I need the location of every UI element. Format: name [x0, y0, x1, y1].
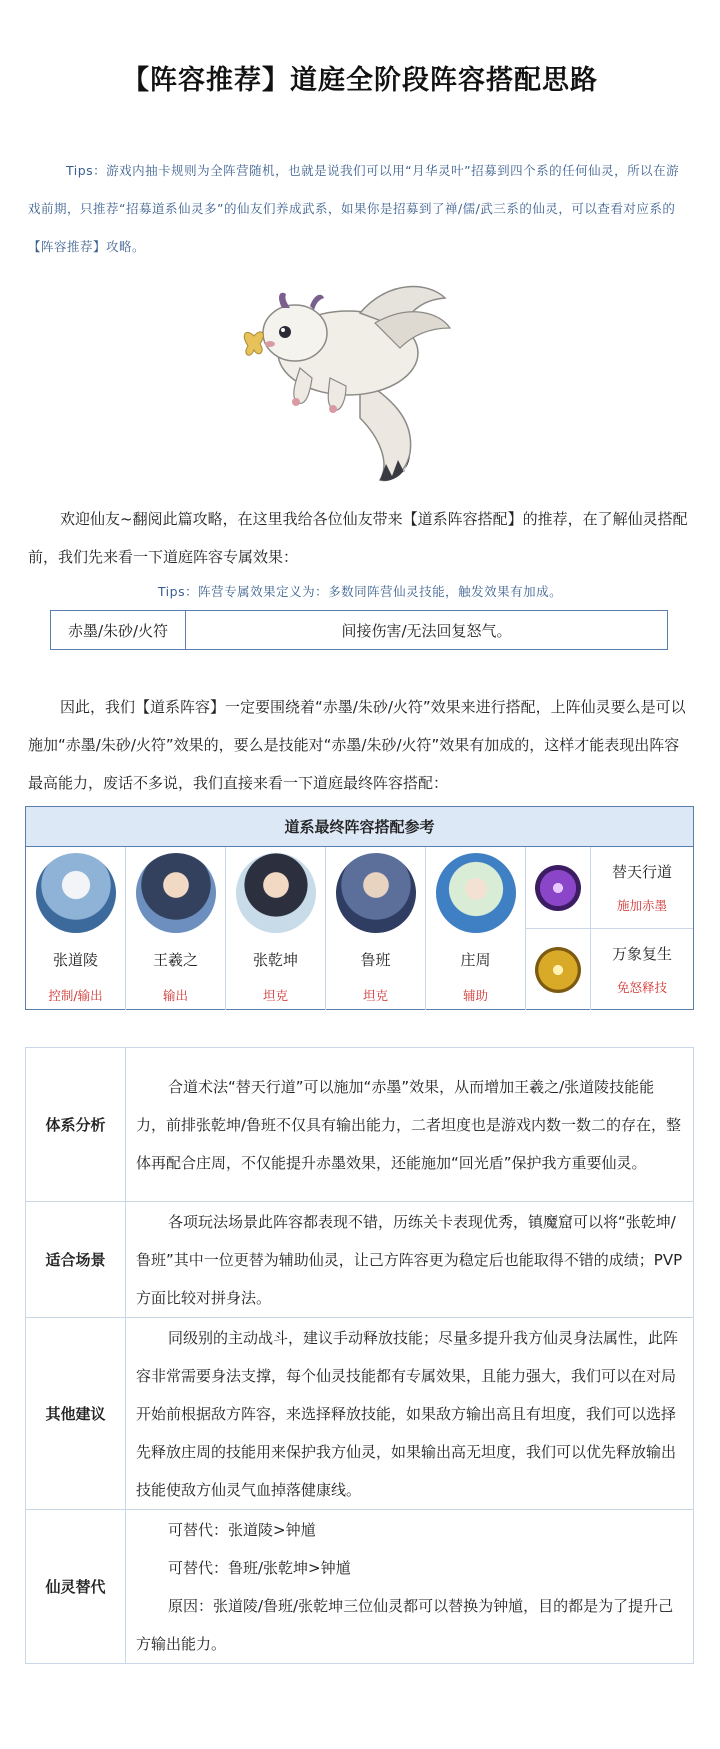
replace-line-1: 可替代：张道陵>钟馗	[168, 1520, 316, 1539]
hero-name: 张道陵	[52, 951, 98, 969]
hero-portrait	[336, 853, 416, 933]
row-label: 体系分析	[26, 1048, 126, 1202]
replace-line-2: 可替代：鲁班/张乾坤>钟馗	[168, 1558, 351, 1577]
skill-row	[526, 847, 693, 929]
row-label: 仙灵替代	[26, 1510, 126, 1664]
row-label: 适合场景	[26, 1202, 126, 1318]
hero-card	[126, 847, 226, 1010]
table-row	[26, 1202, 694, 1318]
replace-reason: 原因：张道陵/鲁班/张乾坤三位仙灵都可以替换为钟馗，目的都是为了提升己方输出能力。	[136, 1596, 674, 1653]
hero-portrait	[436, 853, 516, 933]
hero-name: 王羲之	[152, 951, 198, 969]
team-header: 道系最终阵容搭配参考	[26, 807, 693, 847]
table-row	[26, 1048, 694, 1202]
hero-name: 鲁班	[360, 951, 391, 969]
skill-row	[526, 929, 693, 1010]
row-text: 同级别的主动战斗，建议手动释放技能；尽量多提升我方仙灵身法属性，此阵容非常需要身法支撑，每个仙灵技能都有专属效果，且能力强大，我们可以在对局开始前根据敌方阵容，来选择释放技能，如果敌方输出高且有坦度，我们可以选择先释放庄周的技能用来保护我方仙灵，如果输出高无坦度，我们可以优先释放输出技能使敌方仙灵气血掉落健康线。	[126, 1318, 694, 1510]
faction-effect-table	[50, 610, 668, 650]
effect-desc: 间接伤害/无法回复怒气。	[341, 621, 512, 640]
strategy-paragraph: 因此，我们【道系阵容】一定要围绕着“赤墨/朱砂/火符”效果来进行搭配，上阵仙灵要么是可以施加“赤墨/朱砂/火符”效果的，要么是技能对“赤墨/朱砂/火符”效果有加成的，这样才能表现出阵容最高能力，废话不多说，我们直接来看一下道庭最终阵容搭配：	[28, 698, 686, 792]
skill-name: 替天行道	[611, 863, 672, 881]
purple-orb-icon	[535, 865, 581, 911]
row-text: 各项玩法场景此阵容都表现不错，历练关卡表现优秀，镇魔窟可以将“张乾坤/鲁班”其中一位更替为辅助仙灵，让己方阵容更为稳定后也能取得不错的成绩；PVP方面比较对拼身法。	[126, 1202, 694, 1318]
row-text: 合道术法“替天行道”可以施加“赤墨”效果，从而增加王羲之/张道陵技能能力，前排张乾坤/鲁班不仅具有输出能力，二者坦度也是游戏内数一数二的存在，整体再配合庄周，不仅能提升赤墨效果，还能施加“回光盾”保护我方重要仙灵。	[126, 1048, 694, 1202]
gold-orb-icon	[535, 947, 581, 993]
hero-role: 控制/输出	[48, 988, 103, 1003]
page-title: 【阵容推荐】道庭全阶段阵容搭配思路	[122, 65, 598, 96]
hero-card	[426, 847, 526, 1010]
hero-name: 庄周	[460, 951, 491, 969]
hero-portrait	[236, 853, 316, 933]
skill-effect: 施加赤墨	[616, 898, 667, 913]
hero-portrait	[36, 853, 116, 933]
skill-column	[526, 847, 693, 1010]
hero-name: 张乾坤	[252, 951, 298, 969]
hero-card	[226, 847, 326, 1010]
table-row	[26, 1510, 694, 1664]
hero-role: 辅助	[462, 988, 488, 1003]
hero-role: 输出	[162, 988, 188, 1003]
tips-effect: Tips：阵营专属效果定义为：多数同阵营仙灵技能，触发效果有加成。	[157, 584, 563, 599]
skill-name: 万象复生	[611, 945, 672, 963]
analysis-table	[25, 1047, 694, 1664]
table-row	[26, 1318, 694, 1510]
effect-name: 赤墨/朱砂/火符	[51, 611, 186, 649]
tips-top: Tips：游戏内抽卡规则为全阵营随机，也就是说我们可以用“月华灵叶”招募到四个系的任何仙灵，所以在游戏前期，只推荐“招募道系仙灵多”的仙友们养成武系，如果你是招募到了禅/儒/武三系的仙灵，可以查看对应系的【阵容推荐】攻略。	[28, 163, 680, 254]
hero-card	[26, 847, 126, 1010]
mascot-illustration	[240, 268, 470, 486]
skill-effect: 免怒释技	[616, 980, 667, 995]
hero-portrait	[136, 853, 216, 933]
hero-card	[326, 847, 426, 1010]
hero-role: 坦克	[262, 988, 288, 1003]
hero-role: 坦克	[362, 988, 388, 1003]
intro-paragraph: 欢迎仙友~翻阅此篇攻略，在这里我给各位仙友带来【道系阵容搭配】的推荐，在了解仙灵搭配前，我们先来看一下道庭阵容专属效果：	[28, 510, 688, 566]
team-lineup-table	[25, 806, 694, 1010]
row-label: 其他建议	[26, 1318, 126, 1510]
